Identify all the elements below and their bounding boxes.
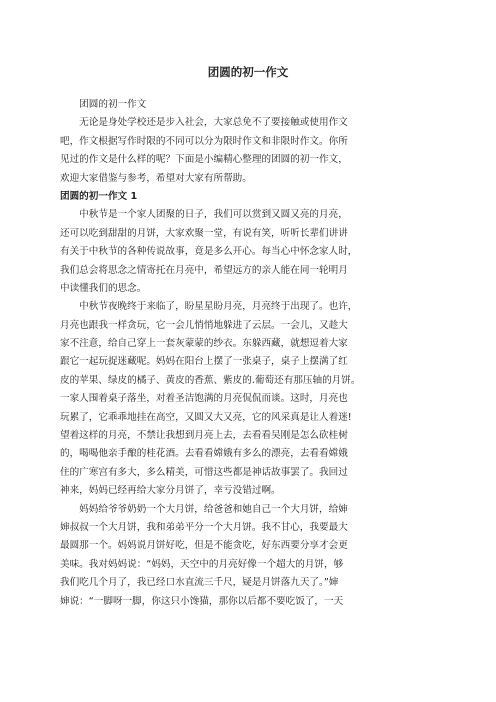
paragraph-line: 团圆的初一作文 — [60, 99, 147, 110]
document-body — [60, 96, 442, 611]
paragraph-line: 妈妈给爷爷奶奶一个大月饼，给爸爸和她自己一个大月饼，给婶 — [60, 503, 348, 515]
paragraph-line: 一家人围着桌子落坐，对着圣洁饱满的月亮侃侃而谈。这时，月亮也 — [60, 393, 348, 405]
paragraph-line: 还可以吃到甜甜的月饼，大家欢聚一堂，有说有笑，听听长辈们讲讲 — [60, 227, 348, 239]
paragraph-line: 玩累了，它乖乖地挂在高空，又圆又大又亮，它的风采真是让人着迷! — [60, 411, 352, 423]
paragraph-line: 中秋节夜晚终于来临了，盼星星盼月亮，月亮终于出现了。也许， — [60, 301, 358, 313]
paragraph-line: 欢迎大家借鉴与参考，希望对大家有所帮助。 — [60, 172, 252, 184]
paragraph-line: 中秋节是一个家人团聚的日子，我们可以赏到又圆又亮的月亮， — [60, 209, 348, 221]
paragraph-line: 有关于中秋节的各种传说故事，竟是多么开心。每当心中怀念家人时， — [60, 246, 358, 258]
paragraph-line: 无论是身处学校还是步入社会，大家总免不了要接触或使用作文 — [60, 117, 348, 129]
section-heading: 团圆的初一作文 1 — [60, 190, 138, 202]
paragraph-line: 美味。我对妈妈说：“妈妈，天空中的月亮好像一个超大的月饼，够 — [60, 558, 344, 570]
paragraph-line: 最圆那一个。妈妈说月饼好吃，但是不能贪吃，好东西要分享才会更 — [60, 540, 348, 552]
paragraph-line: 家不注意，给自己穿上一套灰蒙蒙的纱衣。东躲西藏，就想逗着大家 — [60, 338, 348, 350]
paragraph-line: 婶叔叔一个大月饼，我和弟弟平分一个大月饼。我不甘心，我要最大 — [60, 521, 348, 533]
paragraph-line: 皮的苹果、绿皮的橘子、黄皮的香蕉、紫皮的.葡萄还有那压轴的月饼。 — [60, 374, 361, 386]
paragraph-line: 吧，作文根据写作时限的不同可以分为限时作文和非限时作文。你所 — [60, 135, 348, 147]
paragraph-line: 见过的作文是什么样的呢？下面是小编精心整理的团圆的初一作文， — [60, 154, 348, 166]
paragraph-line: 神来，妈妈已经再给大家分月饼了，幸亏没错过啊。 — [60, 485, 281, 497]
paragraph-line: 望着这样的月亮，不禁让我想到月亮上去，去看看吴刚是怎么砍桂树 — [60, 430, 348, 442]
paragraph-line: 我们吃几个月了，我已经口水直流三千尺，疑是月饼落九天了。”婶 — [60, 577, 339, 589]
document-title: 团圆的初一作文 — [207, 65, 289, 79]
paragraph-line: 月亮也跟我一样贪玩，它一会儿悄悄地躲进了云层。一会儿，又趁大 — [60, 319, 348, 331]
paragraph-line: 我们总会将思念之情寄托在月亮中，希望远方的亲人能在同一轮明月 — [60, 264, 348, 276]
paragraph-line: 中读懂我们的思念。 — [60, 282, 147, 294]
paragraph-line: 住的广寒宫有多大，多么精美，可惜这些都是神话故事罢了。我回过 — [60, 466, 348, 478]
paragraph-line: 的，喝喝他亲手酿的桂花酒。去看看嫦娥有多么的漂亮，去看看嫦娥 — [60, 448, 348, 460]
paragraph-line: 婶说：“一脚呀一脚，你这只小馋猫，那你以后都不要吃饭了，一天 — [60, 595, 344, 607]
paragraph-line: 跟它一起玩捉迷藏呢。妈妈在阳台上摆了一张桌子，桌子上摆满了红 — [60, 356, 348, 368]
